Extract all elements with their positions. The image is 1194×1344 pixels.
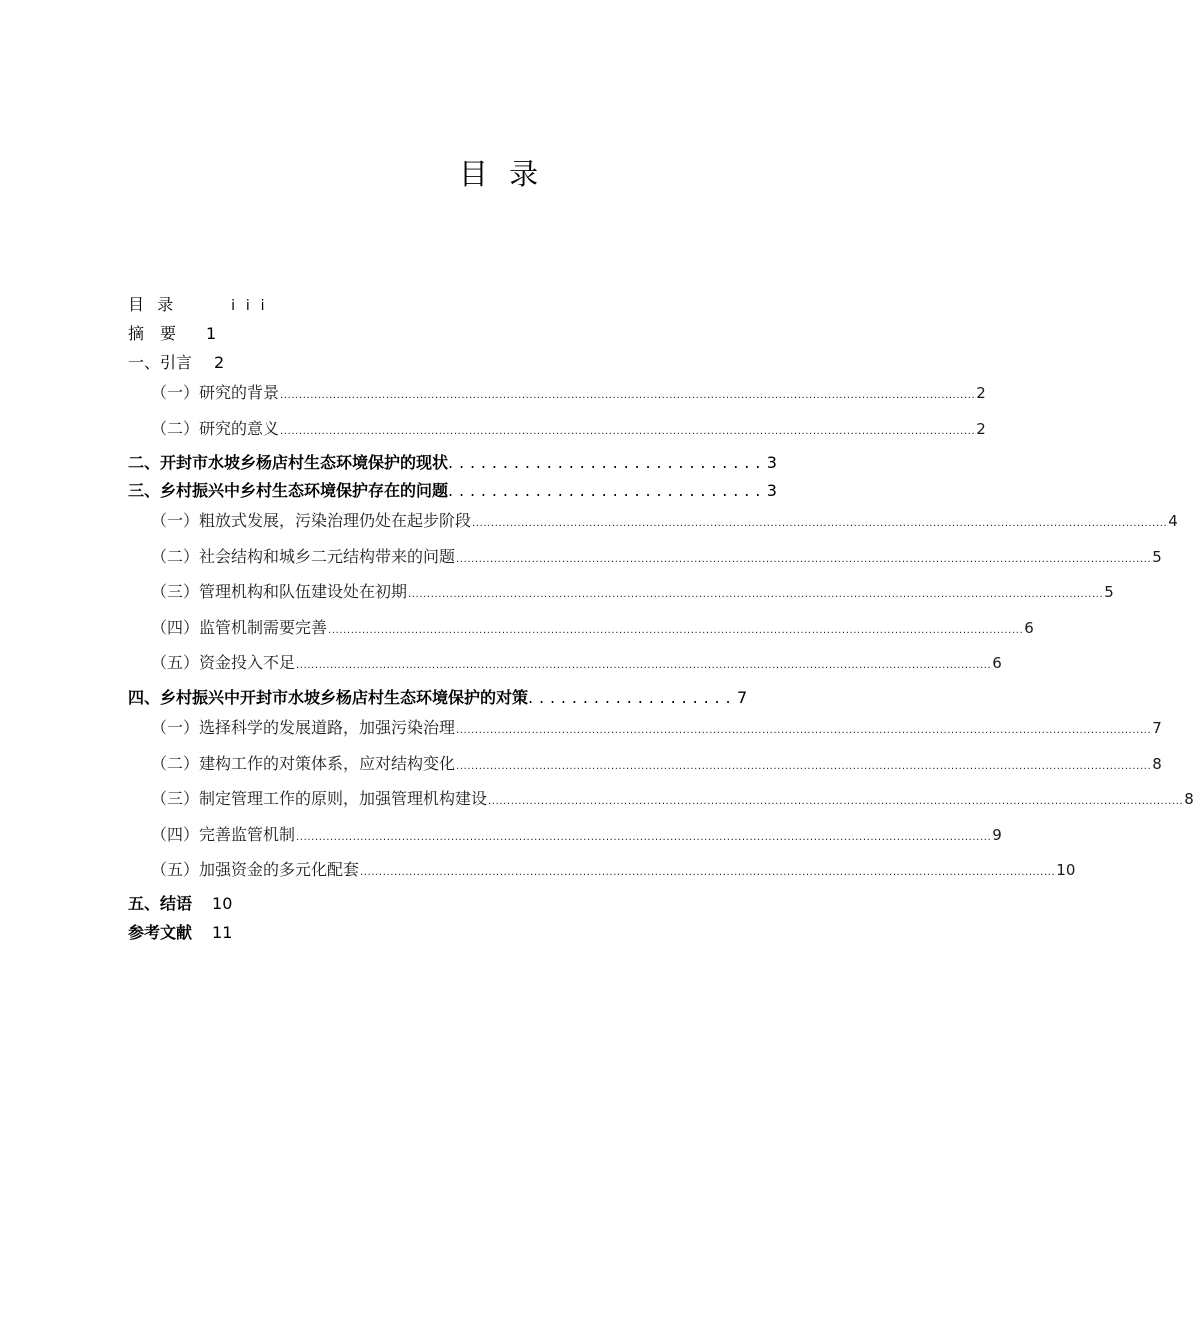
toc-entry-references[interactable] <box>128 921 232 945</box>
toc-entry-title: （五）资金投入不足 <box>151 653 296 672</box>
toc-entry-3-5[interactable] <box>151 651 1002 678</box>
toc-leader-dots: ........................................................................................................................................................................................ <box>488 796 1184 807</box>
toc-entry-section-4[interactable] <box>128 686 747 710</box>
toc-entry-page: 2 <box>976 384 986 402</box>
toc-leader-dots: ........................................................................................................................................................................................ <box>456 761 1152 772</box>
toc-entry-1-2[interactable] <box>151 417 986 444</box>
toc-entry-page: 11 <box>212 923 233 942</box>
toc-entry-page: 6 <box>992 654 1002 672</box>
toc-entry-title: （三）制定管理工作的原则，加强管理机构建设 <box>151 789 488 808</box>
toc-entry-abstract[interactable] <box>128 322 216 346</box>
toc-leader-dots: ........................................................................................................................................................................................ <box>280 426 976 437</box>
toc-entry-title: 三、乡村振兴中乡村生态环境保护存在的问题 <box>128 481 449 500</box>
toc-entry-title: （四）完善监管机制 <box>151 825 296 844</box>
toc-entry-4-2[interactable] <box>151 752 1162 779</box>
toc-entry-page: 3 <box>766 453 777 472</box>
toc-entry-page: 7 <box>1152 719 1162 737</box>
toc-leader-dots: . . . . . . . . . . . . . . . . . . . . . . . . . . . . . <box>448 453 761 472</box>
toc-entry-contents[interactable] <box>128 293 268 318</box>
page-title: 目 录 <box>458 157 545 191</box>
toc-entry-4-1[interactable] <box>151 716 1162 743</box>
toc-entry-page: 1 <box>206 324 217 343</box>
toc-entry-title: 目 录 <box>128 295 178 314</box>
toc-entry-title: 参考文献 <box>128 923 193 942</box>
toc-leader-dots: ........................................................................................................................................................................................ <box>296 660 992 671</box>
toc-entry-page: 10 <box>212 894 233 913</box>
toc-entry-introduction[interactable] <box>128 351 224 375</box>
toc-leader-dots: ........................................................................................................................................................................................ <box>328 625 1024 636</box>
toc-entry-title: 四、乡村振兴中开封市水坡乡杨店村生态环境保护的对策 <box>128 688 529 707</box>
toc-entry-page: 3 <box>766 481 777 500</box>
toc-entry-1-1[interactable] <box>151 381 986 408</box>
toc-entry-page: 8 <box>1184 790 1194 808</box>
toc-entry-page: 10 <box>1056 861 1076 879</box>
toc-entry-section-2[interactable] <box>128 451 777 475</box>
toc-entry-title: 一、引言 <box>128 353 193 372</box>
toc-entry-page: 7 <box>737 688 748 707</box>
toc-entry-title: （一）选择科学的发展道路，加强污染治理 <box>151 718 456 737</box>
toc-entry-3-3[interactable] <box>151 580 1114 607</box>
toc-leader-dots: ........................................................................................................................................................................................ <box>296 832 992 843</box>
toc-leader-dots: . . . . . . . . . . . . . . . . . . . <box>528 688 731 707</box>
toc-leader-dots: ........................................................................................................................................................................................ <box>456 725 1152 736</box>
toc-entry-4-5[interactable] <box>151 858 1076 885</box>
toc-entry-title: （一）研究的背景 <box>151 383 280 402</box>
toc-leader-dots: ........................................................................................................................................................................................ <box>360 867 1056 878</box>
toc-entry-title: （四）监管机制需要完善 <box>151 618 328 637</box>
toc-entry-conclusion[interactable] <box>128 892 232 916</box>
toc-entry-page: 8 <box>1152 755 1162 773</box>
toc-entry-page: 5 <box>1152 548 1162 566</box>
toc-entry-3-4[interactable] <box>151 616 1034 643</box>
toc-entry-page: i i i <box>231 298 268 314</box>
toc-entry-title: （二）社会结构和城乡二元结构带来的问题 <box>151 547 456 566</box>
toc-entry-section-3[interactable] <box>128 479 777 503</box>
toc-entry-page: 2 <box>214 353 225 372</box>
toc-leader-dots: ........................................................................................................................................................................................ <box>472 518 1168 529</box>
toc-entry-4-3[interactable] <box>151 787 1194 814</box>
toc-entry-title: 五、结语 <box>128 894 193 913</box>
toc-entry-page: 9 <box>992 826 1002 844</box>
toc-entry-title: （三）管理机构和队伍建设处在初期 <box>151 582 408 601</box>
toc-entry-title: （五）加强资金的多元化配套 <box>151 860 360 879</box>
toc-entry-title: 摘 要 <box>128 324 177 343</box>
toc-entry-title: （二）研究的意义 <box>151 419 280 438</box>
toc-entry-3-1[interactable] <box>151 509 1178 536</box>
toc-entry-page: 5 <box>1104 583 1114 601</box>
toc-entry-title: 二、开封市水坡乡杨店村生态环境保护的现状 <box>128 453 449 472</box>
toc-leader-dots: ........................................................................................................................................................................................ <box>456 554 1152 565</box>
toc-entry-4-4[interactable] <box>151 823 1002 850</box>
toc-leader-dots: . . . . . . . . . . . . . . . . . . . . . . . . . . . . . <box>448 481 761 500</box>
toc-leader-dots: ........................................................................................................................................................................................ <box>408 589 1104 600</box>
toc-leader-dots: ........................................................................................................................................................................................ <box>280 390 976 401</box>
toc-entry-title: （一）粗放式发展，污染治理仍处在起步阶段 <box>151 511 472 530</box>
toc-entry-page: 2 <box>976 420 986 438</box>
toc-entry-page: 6 <box>1024 619 1034 637</box>
toc-entry-page: 4 <box>1168 512 1178 530</box>
toc-entry-3-2[interactable] <box>151 545 1162 572</box>
toc-entry-title: （二）建构工作的对策体系，应对结构变化 <box>151 754 456 773</box>
